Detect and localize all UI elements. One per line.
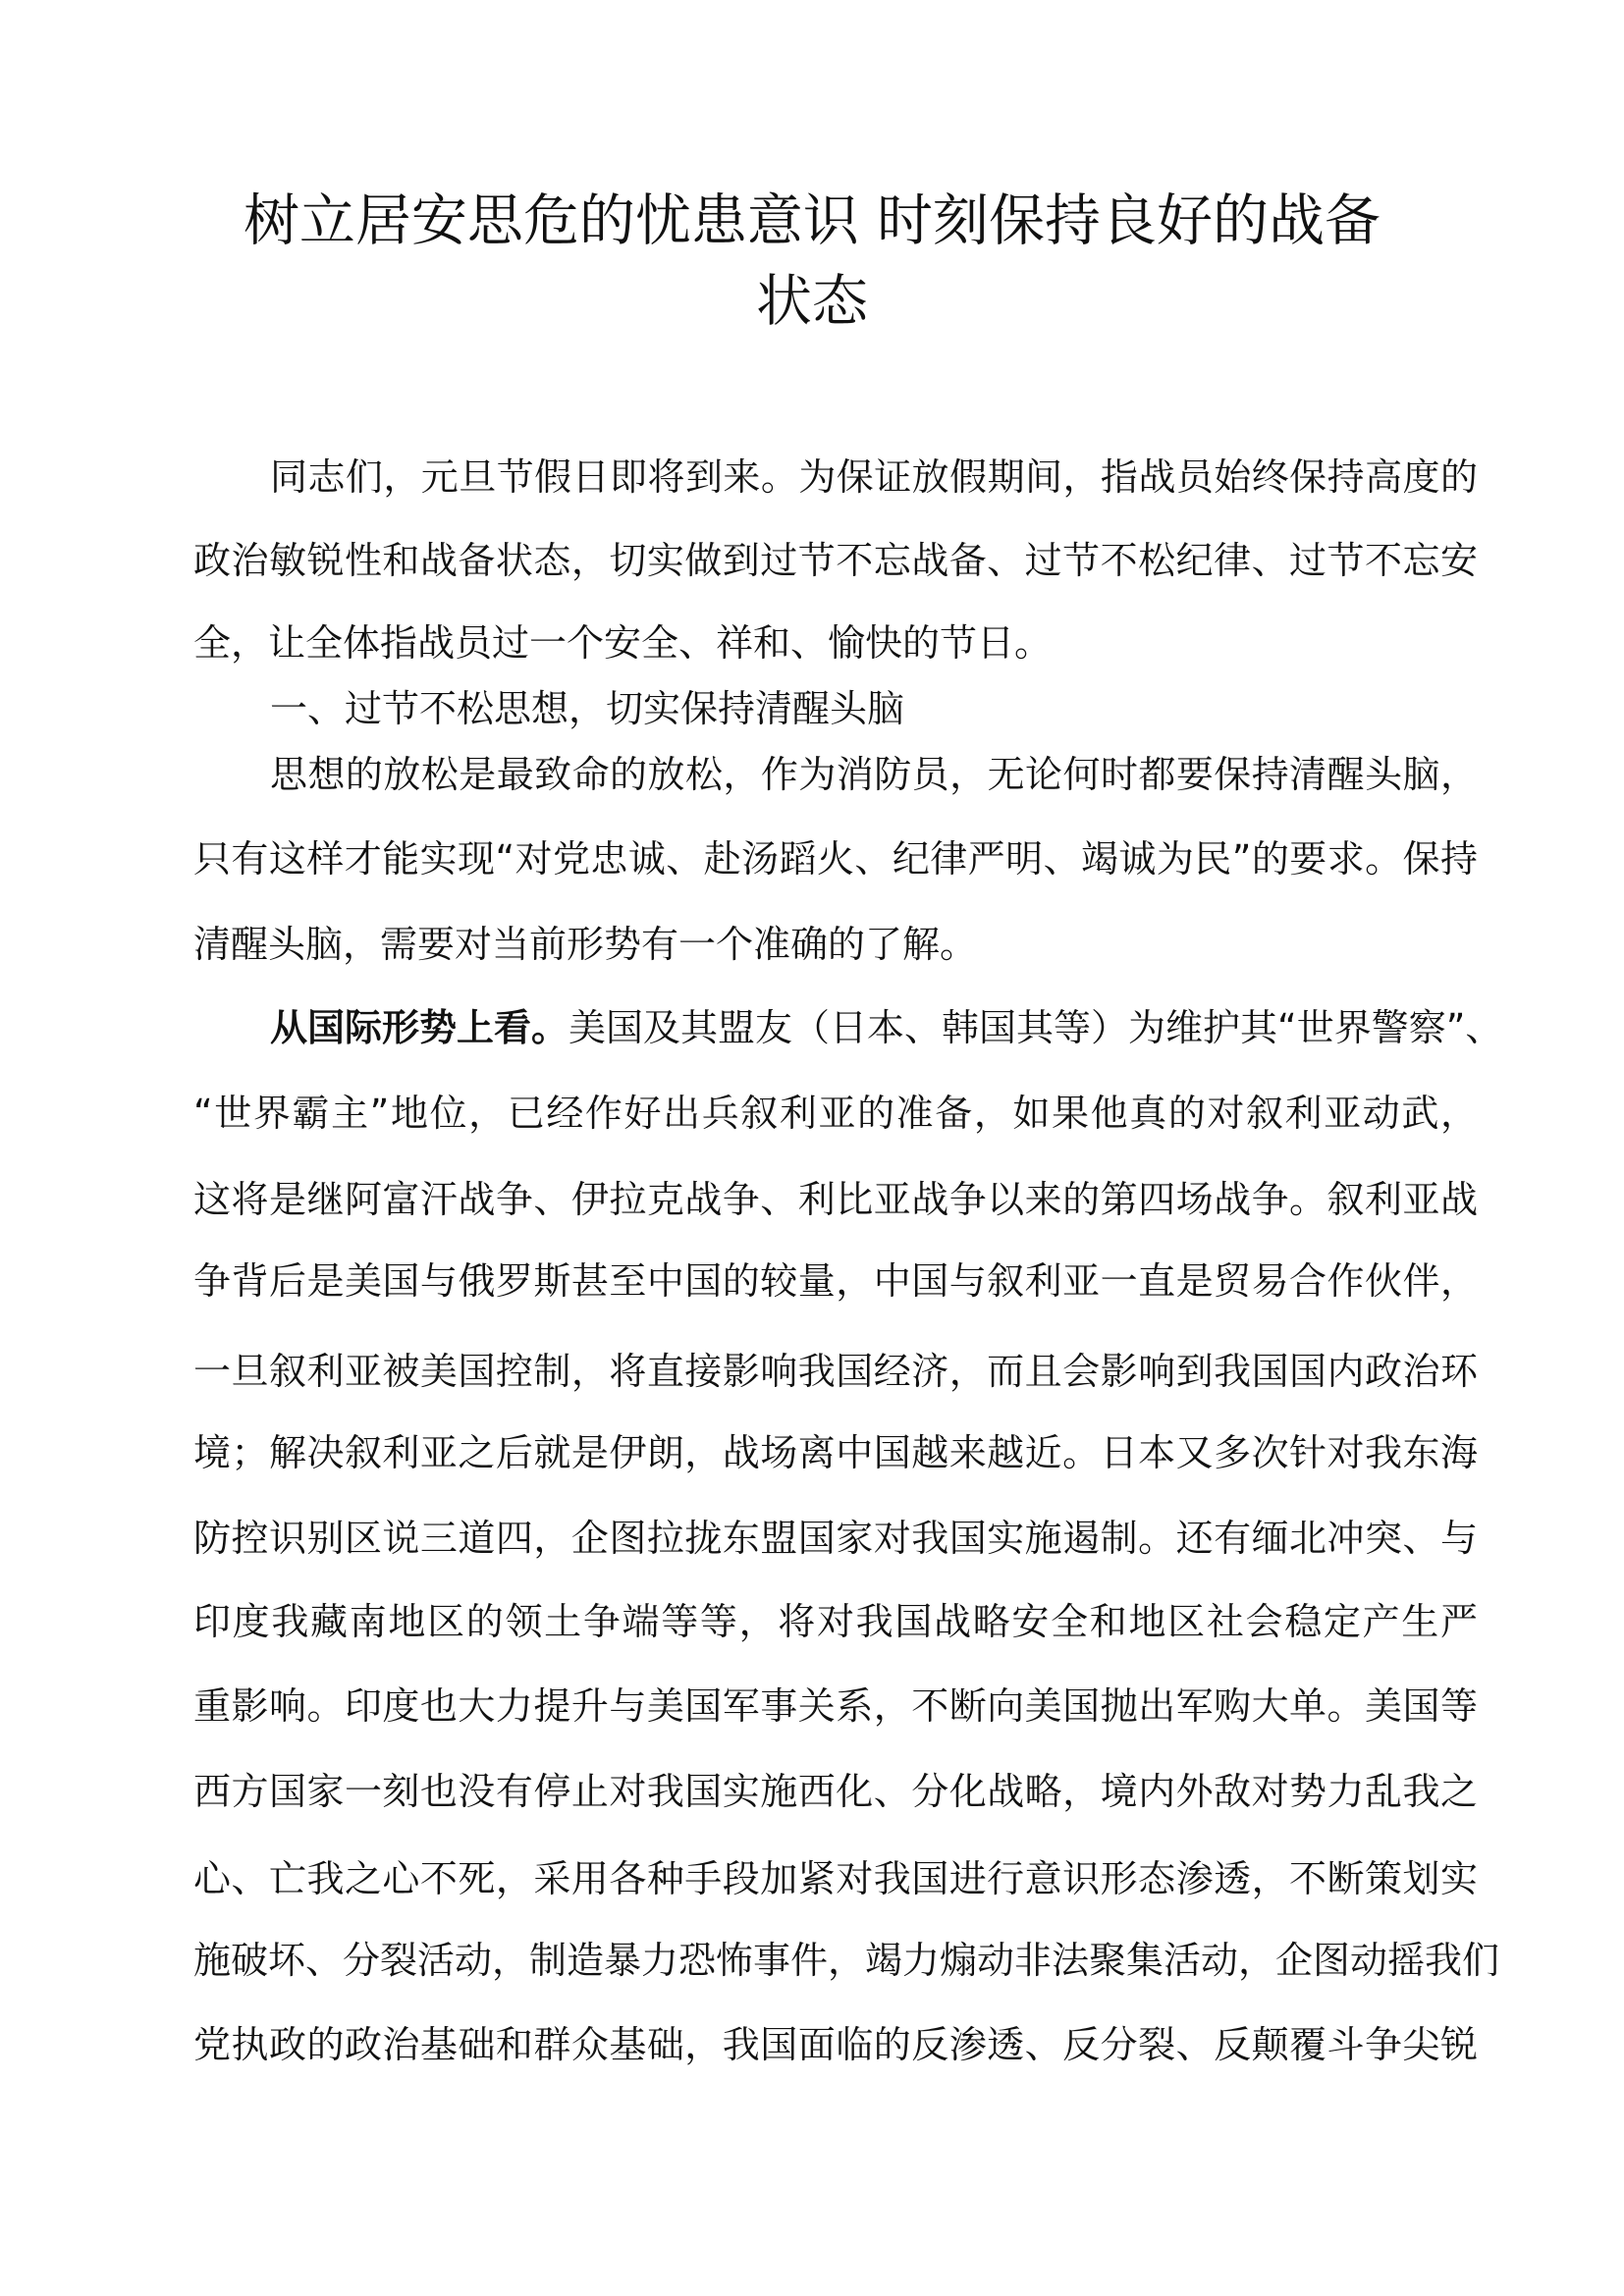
paragraph-line: 施破坏、分裂活动，制造暴力恐怖事件，竭力煽动非法聚集活动，企图动摇我们 [193,1939,1500,1982]
paragraph-line: “世界霸主”地位，已经作好出兵叙利亚的准备，如果他真的对叙利亚动武， [193,1092,1478,1135]
paragraph-line: 同志们，元旦节假日即将到来。为保证放假期间，指战员始终保持高度的 [270,455,1478,499]
section-heading: 一、过节不松思想，切实保持清醒头脑 [270,687,905,730]
paragraph-line: 清醒头脑，需要对当前形势有一个准确的了解。 [193,923,978,966]
paragraph-line: 争背后是美国与俄罗斯甚至中国的较量，中国与叙利亚一直是贸易合作伙伴， [193,1259,1478,1303]
paragraph-line [270,1003,1503,1052]
paragraph-line: 全，让全体指战员过一个安全、祥和、愉快的节日。 [193,621,1053,665]
paragraph-line: 印度我藏南地区的领土争端等等，将对我国战略安全和地区社会稳定产生严 [193,1600,1478,1643]
paragraph-line: 重影响。印度也大力提升与美国军事关系，不断向美国抛出军购大单。美国等 [193,1684,1478,1728]
paragraph-line: 政治敏锐性和战备状态，切实做到过节不忘战备、过节不松纪律、过节不忘安 [193,539,1478,582]
lead-rest: 美国及其盟友（日本、韩国其等）为维护其“世界警察”、 [568,1006,1503,1049]
document-title-line1: 树立居安思危的忧患意识 时刻保持良好的战备 [243,188,1381,253]
paragraph-line: 党执政的政治基础和群众基础，我国面临的反渗透、反分裂、反颠覆斗争尖锐 [193,2023,1478,2066]
bold-lead: 从国际形势上看。 [270,1006,569,1049]
document-title-line2: 状态 [756,269,868,334]
paragraph-line: 这将是继阿富汗战争、伊拉克战争、利比亚战争以来的第四场战争。叙利亚战 [193,1178,1478,1221]
paragraph-line: 思想的放松是最致命的放松，作为消防员，无论何时都要保持清醒头脑， [270,753,1478,796]
paragraph-line: 防控识别区说三道四，企图拉拢东盟国家对我国实施遏制。还有缅北冲突、与 [193,1517,1478,1560]
paragraph-line: 西方国家一刻也没有停止对我国实施西化、分化战略，境内外敌对势力乱我之 [193,1770,1478,1813]
paragraph-line: 一旦叙利亚被美国控制，将直接影响我国经济，而且会影响到我国国内政治环 [193,1350,1478,1393]
paragraph-line: 心、亡我之心不死，采用各种手段加紧对我国进行意识形态渗透，不断策划实 [193,1857,1478,1900]
paragraph-line: 境；解决叙利亚之后就是伊朗，战场离中国越来越近。日本又多次针对我东海 [193,1431,1478,1474]
paragraph-line: 只有这样才能实现“对党忠诚、赴汤蹈火、纪律严明、竭诚为民”的要求。保持 [193,837,1478,881]
